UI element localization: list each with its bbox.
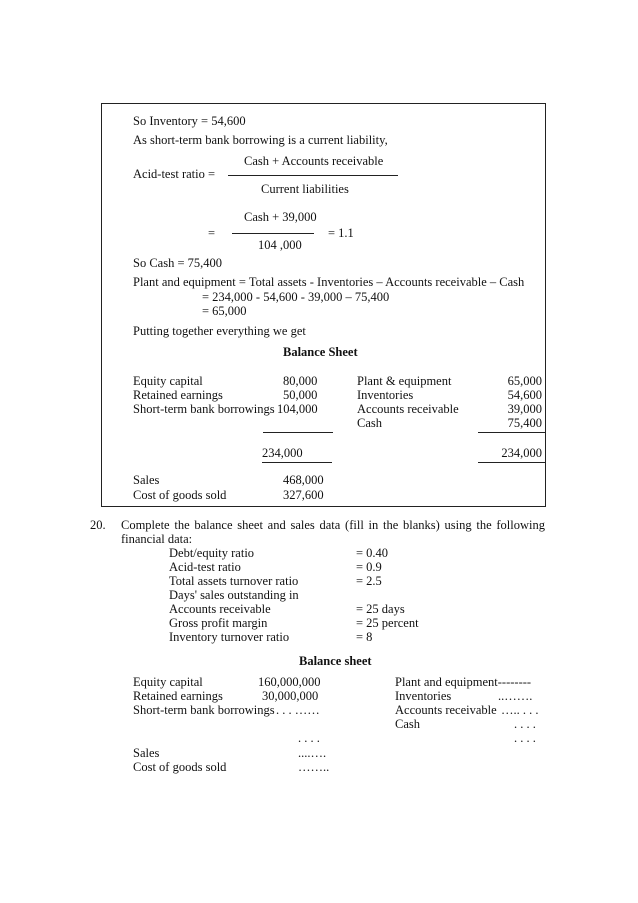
question-number: 20. <box>90 518 106 532</box>
q20-retained-value: 30,000,000 <box>262 689 319 703</box>
sales-label: Sales <box>133 473 160 487</box>
cash-fraction-denominator: 104 ,000 <box>258 238 302 252</box>
cash-fraction-equals: = <box>208 226 216 240</box>
ratio-label: Gross profit margin <box>169 616 268 630</box>
left-item-label: Short-term bank borrowings <box>133 402 275 416</box>
q20-inv-label: Inventories <box>395 689 452 703</box>
so-cash-line: So Cash = 75,400 <box>133 256 223 270</box>
so-inventory-line: So Inventory = 54,600 <box>133 114 246 128</box>
ratio-label: Acid-test ratio <box>169 560 241 574</box>
q20-plant-label: Plant and equipment-------- <box>395 675 532 689</box>
total-rule-right <box>478 432 546 433</box>
cogs-label: Cost of goods sold <box>133 488 227 502</box>
q20-ar-value: ….. . . . <box>501 703 539 717</box>
ratio-value: = 0.9 <box>356 560 382 574</box>
left-item-label: Retained earnings <box>133 388 223 402</box>
left-item-label: Equity capital <box>133 374 203 388</box>
q20-cash-label: Cash <box>395 717 420 731</box>
balance-sheet-title: Balance Sheet <box>283 345 358 359</box>
q20-cash-value: . . . . <box>514 717 536 731</box>
acid-fraction-denominator: Current liabilities <box>261 182 349 196</box>
q20-ar-label: Accounts receivable <box>395 703 497 717</box>
ratio-label: Days' sales outstanding in <box>169 588 299 602</box>
cogs-value: 327,600 <box>283 488 324 502</box>
q20-inv-value: ..……. <box>498 689 533 703</box>
ratio-label: Inventory turnover ratio <box>169 630 290 644</box>
ratio-value: = 2.5 <box>356 574 382 588</box>
ratio-value: = 0.40 <box>356 546 389 560</box>
question-text-line2: financial data: <box>121 532 193 546</box>
plant-calculation: = 234,000 - 54,600 - 39,000 – 75,400 <box>202 290 390 304</box>
q20-cogs-value: …….. <box>298 760 330 774</box>
ratio-label: Total assets turnover ratio <box>169 574 299 588</box>
right-item-label: Accounts receivable <box>357 402 459 416</box>
acid-fraction-numerator: Cash + Accounts receivable <box>244 154 384 168</box>
right-item-value: 75,400 <box>507 416 542 430</box>
left-item-value: 80,000 <box>283 374 318 388</box>
right-item-label: Cash <box>357 416 382 430</box>
short-term-note: As short-term bank borrowing is a current liability, <box>133 133 388 147</box>
ratio-label: Accounts receivable <box>169 602 271 616</box>
q20-balance-sheet-title: Balance sheet <box>299 654 372 668</box>
right-item-value: 39,000 <box>507 402 542 416</box>
q20-left-total: . . . . <box>298 731 320 745</box>
ratio-value: = 8 <box>356 630 373 644</box>
q20-cogs-label: Cost of goods sold <box>133 760 227 774</box>
putting-together-line: Putting together everything we get <box>133 324 306 338</box>
q20-stb-label: Short-term bank borrowings <box>133 703 275 717</box>
right-item-value: 54,600 <box>507 388 542 402</box>
q20-retained-label: Retained earnings <box>133 689 223 703</box>
total-rule-left <box>263 432 333 433</box>
right-item-value: 65,000 <box>507 374 542 388</box>
sales-value: 468,000 <box>283 473 324 487</box>
fraction-line <box>228 175 398 176</box>
ratio-value: = 25 days <box>356 602 405 616</box>
right-item-label: Plant & equipment <box>357 374 452 388</box>
q20-sales-label: Sales <box>133 746 160 760</box>
question-text-line1: Complete the balance sheet and sales data (fill in the blanks) using the following <box>121 518 545 532</box>
total-rule-left-bottom <box>262 462 332 463</box>
ratio-value: = 25 percent <box>356 616 419 630</box>
q20-sales-value: ....…. <box>298 746 327 760</box>
q20-equity-value: 160,000,000 <box>258 675 321 689</box>
right-total: 234,000 <box>501 446 542 460</box>
q20-right-total: . . . . <box>514 731 536 745</box>
cash-fraction-result: = 1.1 <box>328 226 354 240</box>
plant-result: = 65,000 <box>202 304 247 318</box>
plant-equation: Plant and equipment = Total assets - Inventories – Accounts receivable – Cash <box>133 275 525 289</box>
total-rule-right-bottom <box>478 462 546 463</box>
left-total: 234,000 <box>262 446 303 460</box>
fraction-line <box>232 233 314 234</box>
acid-test-label: Acid-test ratio = <box>133 167 216 181</box>
left-item-value: 50,000 <box>283 388 318 402</box>
right-item-label: Inventories <box>357 388 414 402</box>
cash-fraction-numerator: Cash + 39,000 <box>244 210 317 224</box>
q20-equity-label: Equity capital <box>133 675 203 689</box>
left-item-value: 104,000 <box>277 402 318 416</box>
ratio-label: Debt/equity ratio <box>169 546 255 560</box>
q20-stb-value: . . . …… <box>276 703 320 717</box>
